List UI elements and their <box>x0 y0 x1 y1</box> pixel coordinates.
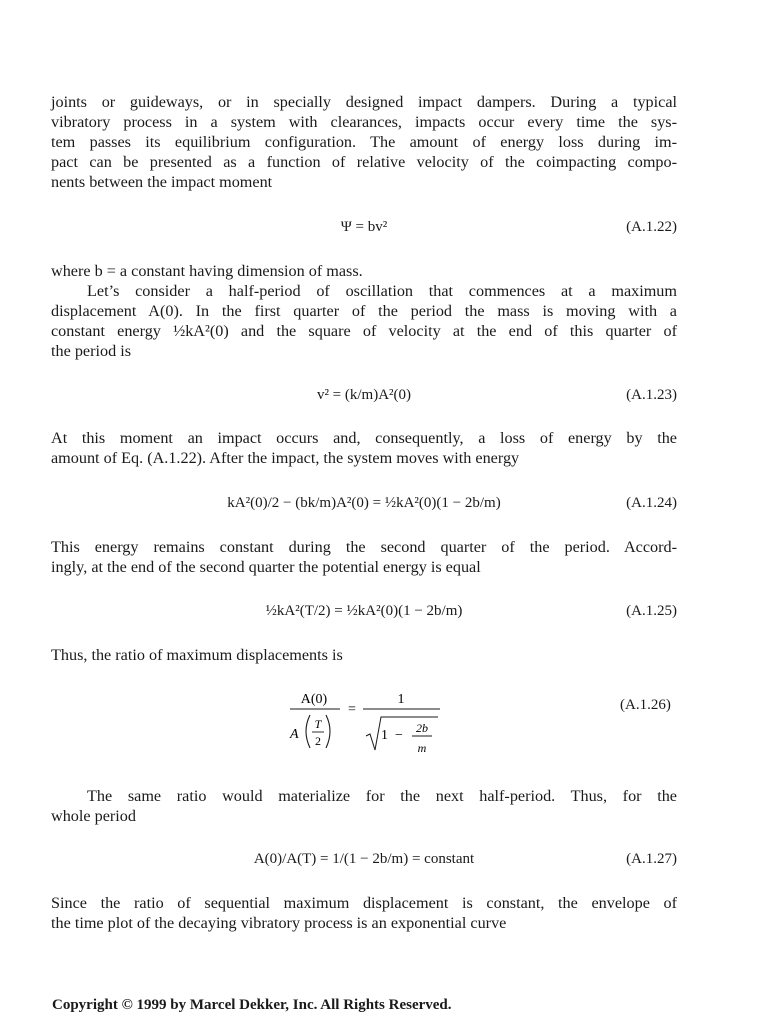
equation-a1-25 <box>51 600 677 622</box>
paragraph-ratio <box>51 645 677 665</box>
equation-body: kA²(0)/2 − (bk/m)A²(0) = ½kA²(0)(1 − 2b/m) <box>227 495 501 511</box>
text-line: displacement A(0). In the first quarter of the period the mass is moving with a <box>51 302 677 320</box>
text-line: Since the ratio of sequential maximum displacement is constant, the envelope of <box>51 894 677 912</box>
text-line: whole period <box>51 807 136 825</box>
paragraph-impact <box>51 428 677 468</box>
text-line: Let’s consider a half-period of oscillation that commences at a maximum <box>87 282 677 300</box>
equals-sign: = <box>348 702 356 717</box>
equation-number: (A.1.23) <box>626 387 677 403</box>
text-line: tem passes its equilibrium configuration. The amount of energy loss during im- <box>51 133 677 151</box>
equation-number: (A.1.24) <box>626 495 677 511</box>
paragraph-energy-constant <box>51 537 677 577</box>
minus-sign: − <box>395 728 403 743</box>
text-line: vibratory process in a system with clearances, impacts occur every time the sys- <box>51 113 677 131</box>
equation-a1-26 <box>280 688 460 760</box>
text-line: joints or guideways, or in specially designed impact dampers. During a typical <box>51 93 677 111</box>
equation-a1-22 <box>51 216 677 238</box>
sqrt-frac-numerator: 2b <box>416 721 428 735</box>
sqrt-frac-denominator: m <box>417 741 427 755</box>
text-line: the time plot of the decaying vibratory process is an exponential curve <box>51 914 507 932</box>
equation-a1-24 <box>51 492 677 514</box>
paragraph-whole-period <box>51 786 677 826</box>
left-paren <box>306 715 310 748</box>
text-line: amount of Eq. (A.1.22). After the impact, the system moves with energy <box>51 449 520 467</box>
inner-denominator-2: 2 <box>315 734 321 748</box>
text-line: nents between the impact moment <box>51 173 273 191</box>
paragraph-half-period <box>51 261 677 361</box>
sqrt-one: 1 <box>381 728 388 743</box>
lhs-numerator: A(0) <box>300 692 328 707</box>
paragraph-exponential <box>51 893 677 933</box>
text-line: pact can be presented as a function of relative velocity of the coimpacting compo- <box>51 153 677 171</box>
equation-body: Ψ = bv² <box>340 219 388 235</box>
equation-body: A(0)/A(T) = 1/(1 − 2b/m) = constant <box>253 851 475 867</box>
text-line: constant energy ½kA²(0) and the square of velocity at the end of this quarter of <box>51 322 677 340</box>
paragraph-intro <box>51 92 677 192</box>
text-line: Thus, the ratio of maximum displacements is <box>51 646 343 664</box>
equation-number: (A.1.26) <box>620 697 671 713</box>
equation-body: ½kA²(T/2) = ½kA²(0)(1 − 2b/m) <box>265 603 463 619</box>
equation-a1-27 <box>51 848 677 870</box>
equation-number: (A.1.27) <box>626 851 677 867</box>
text-line: At this moment an impact occurs and, consequently, a loss of energy by the <box>51 429 677 447</box>
right-paren <box>326 715 330 748</box>
equation-number: (A.1.25) <box>626 603 677 619</box>
inner-numerator-t: T <box>314 717 322 731</box>
text-line: This energy remains constant during the second quarter of the period. Accord- <box>51 538 677 556</box>
text-line: where b = a constant having dimension of mass. <box>51 262 363 280</box>
lhs-denominator-a: A <box>290 727 299 742</box>
text-line: the period is <box>51 342 132 360</box>
equation-body: v² = (k/m)A²(0) <box>316 387 412 403</box>
copyright-footer: Copyright © 1999 by Marcel Dekker, Inc. All Rights Reserved. <box>52 997 452 1013</box>
equation-a1-23 <box>51 384 677 406</box>
text-line: ingly, at the end of the second quarter the potential energy is equal <box>51 558 481 576</box>
text-line: The same ratio would materialize for the next half-period. Thus, for the <box>87 787 677 805</box>
equation-number: (A.1.22) <box>626 219 677 235</box>
rhs-numerator: 1 <box>397 692 405 707</box>
